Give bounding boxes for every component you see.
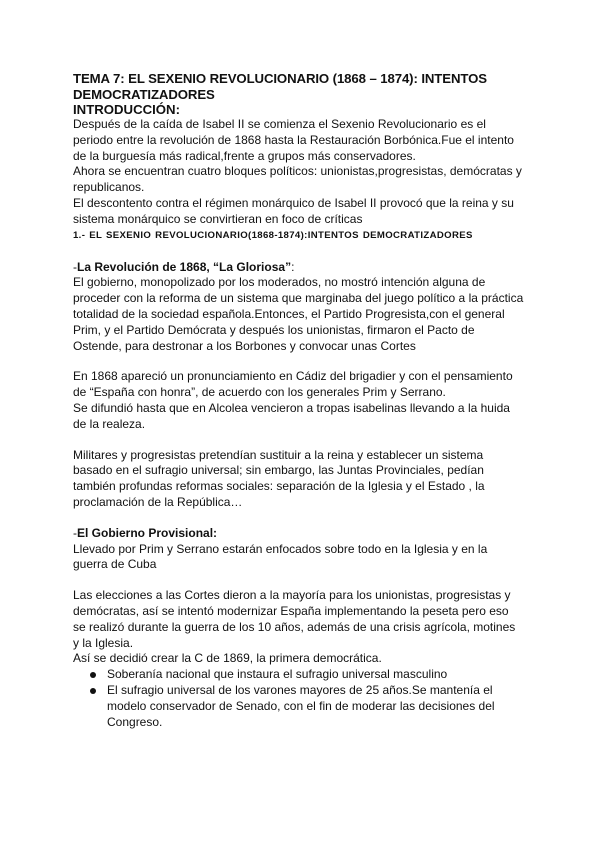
paragraph-line: Llevado por Prim y Serrano estarán enfocados sobre todo en la Iglesia y en la [73, 541, 488, 556]
paragraph-line: Así se decidió crear la C de 1869, la primera democrática. [73, 651, 382, 666]
paragraph-line: Prim, y el Partido Demócrata y después los unionistas, firmaron el Pacto de [73, 322, 475, 337]
title-line-1: TEMA 7: EL SEXENIO REVOLUCIONARIO (1868 – 1874): INTENTOS [73, 71, 487, 86]
intro-line: sistema monárquico se convirtieran en foco de críticas [73, 211, 363, 226]
paragraph-line: de “España con honra”, de acuerdo con los generales Prim y Serrano. [73, 385, 446, 400]
paragraph-line: demócratas, así se intentó modernizar España implementando la peseta pero eso [73, 603, 509, 618]
intro-line: republicanos. [73, 180, 145, 195]
paragraph-line: y la Iglesia. [73, 635, 134, 650]
heading-prefix: - [73, 525, 77, 540]
heading-suffix: : [291, 259, 295, 274]
paragraph-line: de la realeza. [73, 416, 146, 431]
provisional-paragraph-2 [73, 588, 533, 667]
paragraph-line: Ostende, para destronar a los Borbones y convocar unas Cortes [73, 338, 416, 353]
gloriosa-paragraph-3 [73, 448, 533, 511]
bullet-text: El sufragio universal de los varones mayores de 25 años.Se mantenía el [107, 682, 493, 697]
intro-heading: INTRODUCCIÓN: [73, 102, 180, 117]
paragraph-line: basado en el sufragio universal; sin embargo, las Juntas Provinciales, pedían [73, 463, 484, 478]
paragraph-line: proceder con la reforma de un sistema que marginaba del juego político a la práctica [73, 291, 524, 306]
bullet-item [90, 683, 533, 730]
paragraph-line: proclamación de la República… [73, 494, 243, 509]
title-line-2: DEMOCRATIZADORES [73, 86, 215, 102]
bullet-text: Soberanía nacional que instaura el sufragio universal masculino [107, 667, 448, 682]
intro-line: de la burguesía más radical,frente a grupos más conservadores. [73, 148, 416, 163]
bullet-dot-icon [90, 688, 96, 694]
paragraph-line: también profundas reformas sociales: separación de la Iglesia y el Estado , la [73, 479, 485, 494]
heading-prefix: - [73, 259, 77, 274]
paragraph-line: Se difundió hasta que en Alcolea vencieron a tropas isabelinas llevando a la huida [73, 400, 510, 415]
constitution-bullet-list [73, 667, 533, 730]
paragraph-line: En 1868 apareció un pronunciamiento en Cádiz del brigadier y con el pensamiento [73, 369, 513, 384]
paragraph-line: totalidad de la sociedad española.Entonces, el Partido Progresista,con el general [73, 306, 505, 321]
provisional-paragraph-1 [73, 542, 533, 574]
paragraph-line: Las elecciones a las Cortes dieron a la mayoría para los unionistas, progresistas y [73, 588, 511, 603]
provisional-heading [73, 526, 533, 542]
section-1-title: 1.- EL SEXENIO REVOLUCIONARIO(1868-1874):INTENTOS DEMOCRATIZADORES [73, 229, 473, 241]
paragraph-line: El gobierno, monopolizado por los moderados, no mostró intención alguna de [73, 275, 486, 290]
bullet-text: modelo conservador de Senado, con el fin de moderar las decisiones del [107, 698, 495, 713]
intro-line: Ahora se encuentran cuatro bloques políticos: unionistas,progresistas, demócratas y [73, 164, 522, 179]
intro-line: periodo entre la revolución de 1868 hasta la Restauración Borbónica.Fue el intento [73, 132, 514, 147]
gloriosa-heading [73, 260, 533, 276]
bullet-dot-icon [90, 672, 96, 678]
bullet-text: Congreso. [107, 714, 163, 729]
paragraph-line: Militares y progresistas pretendían sustituir a la reina y establecer un sistema [73, 447, 484, 462]
intro-line: Después de la caída de Isabel II se comienza el Sexenio Revolucionario es el [73, 117, 486, 131]
bullet-item [90, 667, 533, 683]
intro-paragraph [73, 117, 533, 228]
gloriosa-heading-text: La Revolución de 1868, “La Gloriosa” [77, 259, 292, 274]
gloriosa-paragraph-2 [73, 369, 533, 432]
intro-line: El descontento contra el régimen monárquico de Isabel II provocó que la reina y su [73, 195, 514, 210]
document-title [73, 71, 533, 102]
gloriosa-paragraph-1 [73, 275, 533, 354]
provisional-heading-text: El Gobierno Provisional: [77, 525, 218, 540]
paragraph-line: guerra de Cuba [73, 557, 157, 572]
paragraph-line: se realizó durante la guerra de los 10 años, además de una crisis agrícola, motines [73, 619, 516, 634]
document-page [73, 71, 533, 730]
